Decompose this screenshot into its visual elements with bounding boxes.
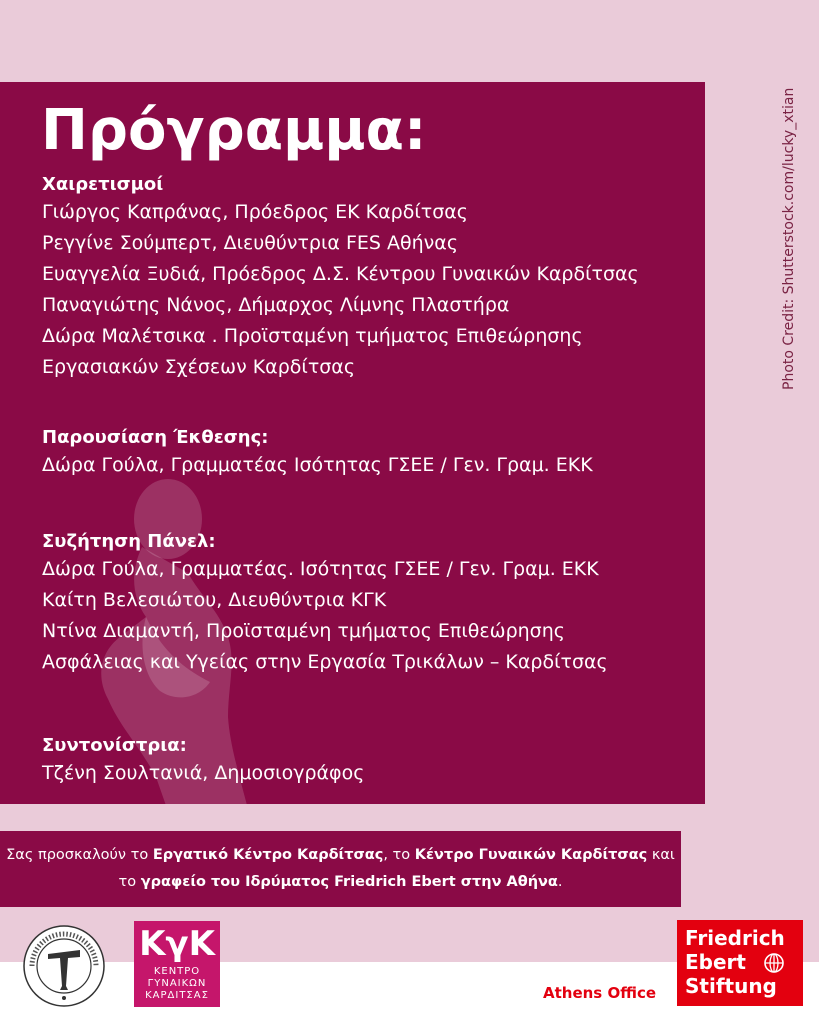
kgk-logo-mark: ΚγΚ: [139, 924, 215, 964]
invitation-org-fes: γραφείο του Ιδρύματος Friedrich Ebert στην Αθήνα: [140, 874, 558, 890]
greeting-line: Εργασιακών Σχέσεων Καρδίτσας: [42, 356, 355, 378]
invitation-text: Σας προσκαλούν το: [6, 847, 153, 863]
presentation-section: [42, 426, 593, 481]
program-title: Πρόγραμμα:: [41, 98, 427, 163]
greeting-line: Παναγιώτης Νάνος, Δήμαρχος Λίμνης Πλαστήρα: [42, 294, 510, 316]
kgk-logo: [134, 921, 220, 1007]
greetings-section: [42, 173, 639, 383]
greeting-line: Ρεγγίνε Σούμπερτ, Διευθύντρια FES Αθήνας: [42, 232, 458, 254]
greeting-line: Ευαγγελία Ξυδιά, Πρόεδρος Δ.Σ. Κέντρου Γυναικών Καρδίτσας: [42, 263, 639, 285]
kgk-logo-line: ΓΥΝΑΙΚΩΝ: [147, 978, 207, 989]
fes-logo-line: Friedrich: [685, 926, 785, 950]
photo-credit: Photo Credit: Shutterstock.com/lucky_xtian: [781, 87, 797, 390]
panel-heading: Συζήτηση Πάνελ:: [42, 531, 216, 552]
panel-line: Ντίνα Διαμαντή, Προϊσταμένη τμήματος Επιθεώρησης: [42, 620, 565, 642]
panel-line: Καίτη Βελεσιώτου, Διευθύντρια ΚΓΚ: [42, 589, 387, 611]
panel-section: [42, 530, 608, 678]
coordinator-section: [42, 734, 364, 789]
invitation-text: .: [557, 874, 563, 890]
greeting-line: Γιώργος Καπράνας, Πρόεδρος ΕΚ Καρδίτσας: [42, 201, 468, 223]
greeting-line: Δώρα Μαλέτσικα . Προϊσταμένη τμήματος Επιθεώρησης: [42, 325, 583, 347]
fes-logo: [677, 920, 803, 1006]
coordinator-heading: Συντονίστρια:: [42, 735, 187, 756]
kgk-logo-line: ΚΕΝΤΡΟ: [153, 966, 201, 977]
globe-icon: [763, 952, 785, 974]
invitation-org-kgk: Κέντρο Γυναικών Καρδίτσας: [414, 847, 648, 863]
invitation-text: , το: [383, 847, 415, 863]
panel-line: Δώρα Γούλα, Γραμματέας. Ισότητας ΓΣΕΕ / Γεν. Γραμ. ΕΚΚ: [42, 558, 599, 580]
fes-logo-line: Ebert: [685, 950, 746, 974]
program-panel: [0, 82, 705, 804]
presentation-heading: Παρουσίαση Έκθεσης:: [42, 427, 269, 448]
fes-logo-line: Stiftung: [685, 974, 777, 998]
kgk-logo-line: ΚΑΡΔΙΤΣΑΣ: [145, 990, 209, 1001]
ek-karditsa-seal-logo: [22, 924, 106, 1008]
greetings-heading: Χαιρετισμοί: [42, 174, 164, 195]
panel-line: Ασφάλειας και Υγείας στην Εργασία Τρικάλων – Καρδίτσας: [42, 651, 608, 673]
invitation-box: [0, 831, 681, 907]
athens-office-label: Athens Office: [543, 984, 657, 1002]
invitation-org-ek: Εργατικό Κέντρο Καρδίτσας: [152, 847, 384, 863]
presentation-line: Δώρα Γούλα, Γραμματέας Ισότητας ΓΣΕΕ / Γεν. Γραμ. ΕΚΚ: [42, 454, 593, 476]
invitation-text: και το: [118, 847, 675, 890]
coordinator-line: Τζένη Σουλτανιά, Δημοσιογράφος: [42, 762, 365, 784]
